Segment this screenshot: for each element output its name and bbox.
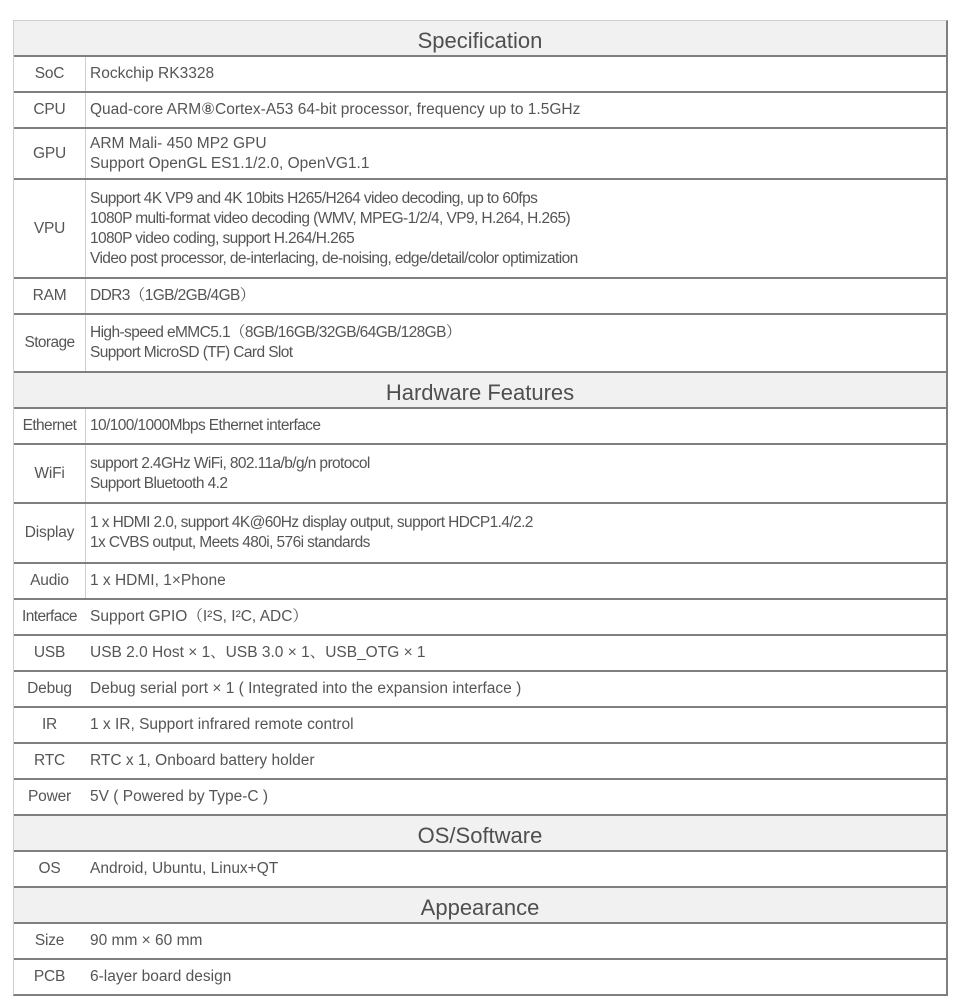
value-line: 90 mm × 60 mm bbox=[90, 932, 203, 949]
value-line: Support 4K VP9 and 4K 10bits H265/H264 video decoding, up to 60fps bbox=[90, 189, 538, 207]
row-value bbox=[86, 600, 946, 634]
row-label: GPU bbox=[14, 129, 86, 178]
value-line: USB 2.0 Host × 1、USB 3.0 × 1、USB_OTG × 1 bbox=[90, 644, 426, 661]
row-label: Ethernet bbox=[14, 409, 86, 443]
table-row-ram bbox=[14, 279, 946, 315]
value-line: Support GPIO（I²S, I²C, ADC） bbox=[90, 608, 308, 625]
row-label: Debug bbox=[27, 680, 72, 697]
table-row-vpu bbox=[14, 180, 946, 279]
row-label: Display bbox=[14, 504, 86, 562]
value-line: 1080P video coding, support H.264/H.265 bbox=[90, 229, 355, 247]
value-line: 1 x IR, Support infrared remote control bbox=[90, 716, 354, 733]
table-row-power bbox=[14, 780, 946, 816]
row-label: RTC bbox=[34, 752, 65, 769]
value-line: Support OpenGL ES1.1/2.0, OpenVG1.1 bbox=[90, 154, 370, 172]
row-label: Storage bbox=[14, 315, 86, 371]
table-row-ethernet bbox=[14, 409, 946, 445]
section-header-os-software: OS/Software bbox=[14, 816, 946, 852]
row-label: Audio bbox=[14, 564, 86, 598]
value-line: Quad-core ARM⑧Cortex-A53 64-bit processor, frequency up to 1.5GHz bbox=[90, 101, 581, 118]
table-row-debug bbox=[14, 672, 946, 708]
row-value bbox=[86, 57, 946, 91]
row-value bbox=[86, 780, 946, 814]
row-value bbox=[86, 129, 946, 178]
row-label: OS bbox=[38, 860, 61, 877]
row-label: SoC bbox=[14, 57, 86, 91]
table-row-audio bbox=[14, 564, 946, 600]
row-value bbox=[86, 315, 946, 371]
value-line: Android, Ubuntu, Linux+QT bbox=[90, 860, 279, 877]
value-line: Support MicroSD (TF) Card Slot bbox=[90, 344, 293, 361]
row-value bbox=[86, 852, 946, 886]
value-line: 10/100/1000Mbps Ethernet interface bbox=[90, 417, 321, 434]
value-line: High-speed eMMC5.1（8GB/16GB/32GB/64GB/128GB） bbox=[90, 324, 461, 341]
table-row-cpu bbox=[14, 93, 946, 129]
table-row-size bbox=[14, 924, 946, 960]
value-line: ARM Mali- 450 MP2 GPU bbox=[90, 134, 267, 152]
specification-table bbox=[13, 20, 948, 996]
table-row-storage bbox=[14, 315, 946, 373]
row-label: Interface bbox=[22, 608, 77, 625]
value-line: 1 x HDMI, 1×Phone bbox=[90, 572, 226, 589]
row-value bbox=[86, 636, 946, 670]
row-label: PCB bbox=[33, 968, 66, 985]
value-line: 6-layer board design bbox=[90, 968, 232, 985]
value-line: support 2.4GHz WiFi, 802.11a/b/g/n protocol bbox=[90, 454, 370, 472]
table-row-soc bbox=[14, 57, 946, 93]
row-value bbox=[86, 708, 946, 742]
table-row-os bbox=[14, 852, 946, 888]
row-value bbox=[86, 180, 946, 277]
table-row-interface bbox=[14, 600, 946, 636]
row-label: VPU bbox=[14, 180, 86, 277]
row-value bbox=[86, 445, 946, 502]
value-line: 1080P multi-format video decoding (WMV, MPEG-1/2/4, VP9, H.264, H.265) bbox=[90, 209, 571, 227]
section-header-hardware-features: Hardware Features bbox=[14, 373, 946, 409]
section-header-specification: Specification bbox=[14, 21, 946, 57]
row-value bbox=[86, 564, 946, 598]
row-label: Size bbox=[34, 932, 65, 949]
value-line: Debug serial port × 1 ( Integrated into the expansion interface ) bbox=[90, 680, 522, 697]
table-row-ir bbox=[14, 708, 946, 744]
value-line: 1 x HDMI 2.0, support 4K@60Hz display output, support HDCP1.4/2.2 bbox=[90, 514, 533, 531]
section-header-appearance: Appearance bbox=[14, 888, 946, 924]
value-line: DDR3（1GB/2GB/4GB） bbox=[90, 287, 255, 304]
table-row-usb bbox=[14, 636, 946, 672]
value-line: Video post processor, de-interlacing, de-noising, edge/detail/color optimization bbox=[90, 249, 578, 267]
row-value bbox=[86, 504, 946, 562]
table-row-rtc bbox=[14, 744, 946, 780]
value-line: 1x CVBS output, Meets 480i, 576i standards bbox=[90, 534, 370, 551]
row-value bbox=[86, 924, 946, 958]
row-value bbox=[86, 744, 946, 778]
row-value bbox=[86, 409, 946, 443]
table-row-gpu bbox=[14, 129, 946, 180]
row-label: WiFi bbox=[14, 445, 86, 502]
row-label: RAM bbox=[14, 279, 86, 313]
table-row-display bbox=[14, 504, 946, 564]
value-line: Support Bluetooth 4.2 bbox=[90, 474, 228, 492]
row-value bbox=[86, 672, 946, 706]
value-line: RTC x 1, Onboard battery holder bbox=[90, 752, 315, 769]
row-value bbox=[86, 93, 946, 127]
table-row-wifi bbox=[14, 445, 946, 504]
value-line: Rockchip RK3328 bbox=[90, 65, 215, 82]
value-line: 5V ( Powered by Type-C ) bbox=[90, 788, 269, 805]
row-label: USB bbox=[33, 644, 66, 661]
table-row-pcb bbox=[14, 960, 946, 994]
row-label: IR bbox=[41, 716, 58, 733]
row-label: Power bbox=[28, 788, 71, 805]
row-value bbox=[86, 960, 946, 994]
row-label: CPU bbox=[14, 93, 86, 127]
row-value bbox=[86, 279, 946, 313]
